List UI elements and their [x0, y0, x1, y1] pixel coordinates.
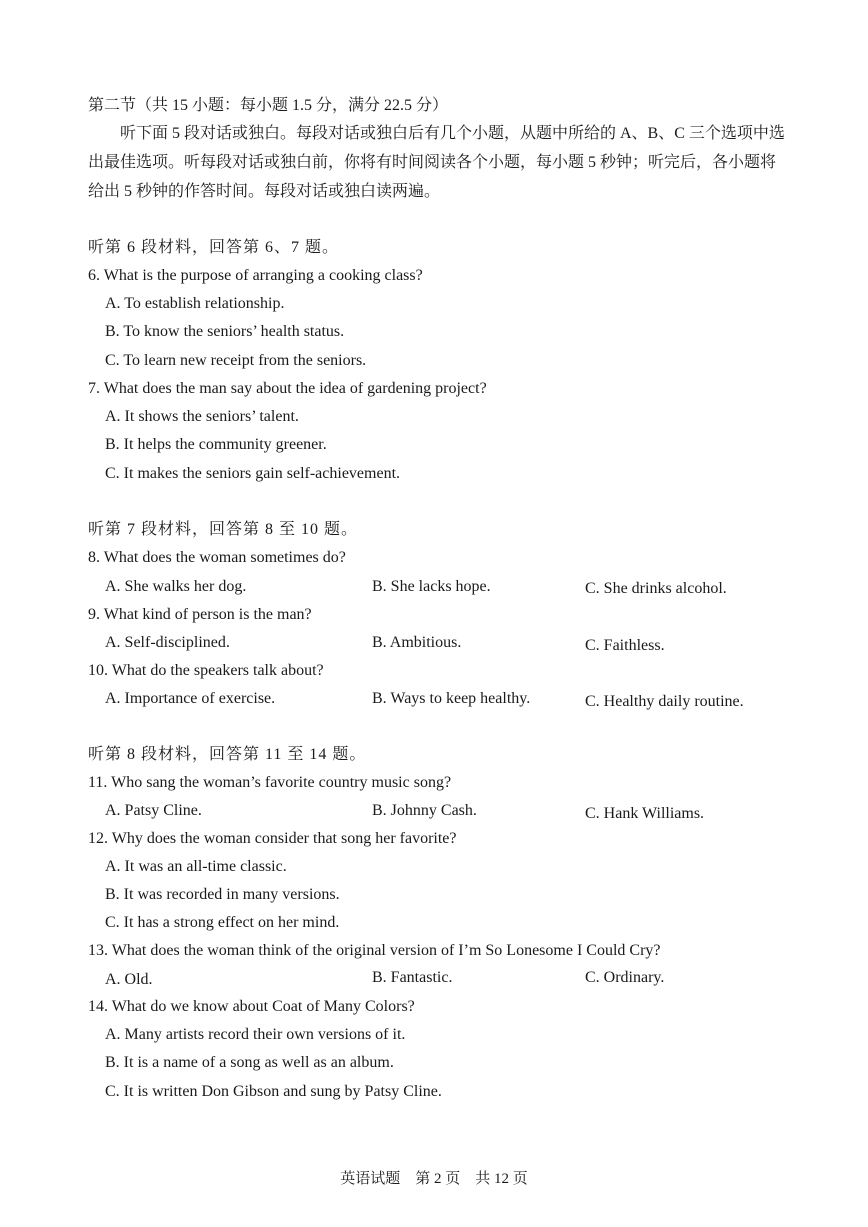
section-instructions: 听下面 5 段对话或独白。每段对话或独白后有几个小题，从题中所给的 A、B、C 三个选项中选出最佳选项。听每段对话或独白前，你将有时间阅读各个小题，每小题 5 秒钟；听完后，各小题将给出 5 秒钟的作答时间。每段对话或独白读两遍。 — [88, 125, 785, 200]
question-stem: 11. Who sang the woman’s favorite country music song? — [88, 774, 452, 791]
option-c: C. Ordinary. — [585, 969, 665, 986]
option-c: C. Hank Williams. — [585, 805, 705, 822]
option-c: C. Healthy daily routine. — [585, 693, 744, 710]
question-stem: 10. What do the speakers talk about? — [88, 662, 324, 679]
option-a: A. Many artists record their own versions of it. — [105, 1026, 406, 1043]
question-stem: 13. What does the woman think of the original version of I’m So Lonesome I Could Cry? — [88, 942, 661, 959]
option-b: B. It helps the community greener. — [105, 436, 327, 453]
option-a: A. Self-disciplined. — [105, 634, 230, 651]
question-stem: 7. What does the man say about the idea of gardening project? — [88, 380, 487, 397]
option-b: B. Fantastic. — [372, 969, 453, 986]
page-footer: 英语试题 第 2 页 共 12 页 — [340, 1171, 528, 1187]
option-b: B. Johnny Cash. — [372, 802, 477, 819]
option-b: B. It was recorded in many versions. — [105, 886, 340, 903]
option-a: A. To establish relationship. — [105, 295, 285, 312]
option-a: A. Patsy Cline. — [105, 802, 202, 819]
group-heading: 听第 7 段材料，回答第 8 至 10 题。 — [88, 521, 359, 538]
option-c: C. It has a strong effect on her mind. — [105, 914, 340, 931]
option-a: A. Importance of exercise. — [105, 690, 276, 707]
option-b: B. Ambitious. — [372, 634, 462, 651]
option-c: C. To learn new receipt from the seniors. — [105, 352, 367, 369]
question-stem: 9. What kind of person is the man? — [88, 606, 312, 623]
option-a: A. Old. — [105, 971, 153, 988]
section-title: 第二节（共 15 小题：每小题 1.5 分，满分 22.5 分） — [88, 97, 449, 114]
option-a: A. She walks her dog. — [105, 578, 247, 595]
question-stem: 12. Why does the woman consider that song her favorite? — [88, 830, 457, 847]
option-c: C. It makes the seniors gain self-achievement. — [105, 465, 401, 482]
question-stem: 8. What does the woman sometimes do? — [88, 549, 346, 566]
option-c: C. Faithless. — [585, 637, 665, 654]
option-a: A. It was an all-time classic. — [105, 858, 287, 875]
group-heading: 听第 8 段材料，回答第 11 至 14 题。 — [88, 746, 367, 763]
option-b: B. To know the seniors’ health status. — [105, 323, 345, 340]
option-c: C. It is written Don Gibson and sung by Patsy Cline. — [105, 1083, 442, 1100]
option-b: B. Ways to keep healthy. — [372, 690, 531, 707]
option-c: C. She drinks alcohol. — [585, 580, 727, 597]
question-stem: 6. What is the purpose of arranging a cooking class? — [88, 267, 423, 284]
option-a: A. It shows the seniors’ talent. — [105, 408, 299, 425]
option-b: B. It is a name of a song as well as an album. — [105, 1054, 394, 1071]
group-heading: 听第 6 段材料，回答第 6、7 题。 — [88, 239, 340, 256]
question-stem: 14. What do we know about Coat of Many Colors? — [88, 998, 415, 1015]
option-b: B. She lacks hope. — [372, 578, 491, 595]
